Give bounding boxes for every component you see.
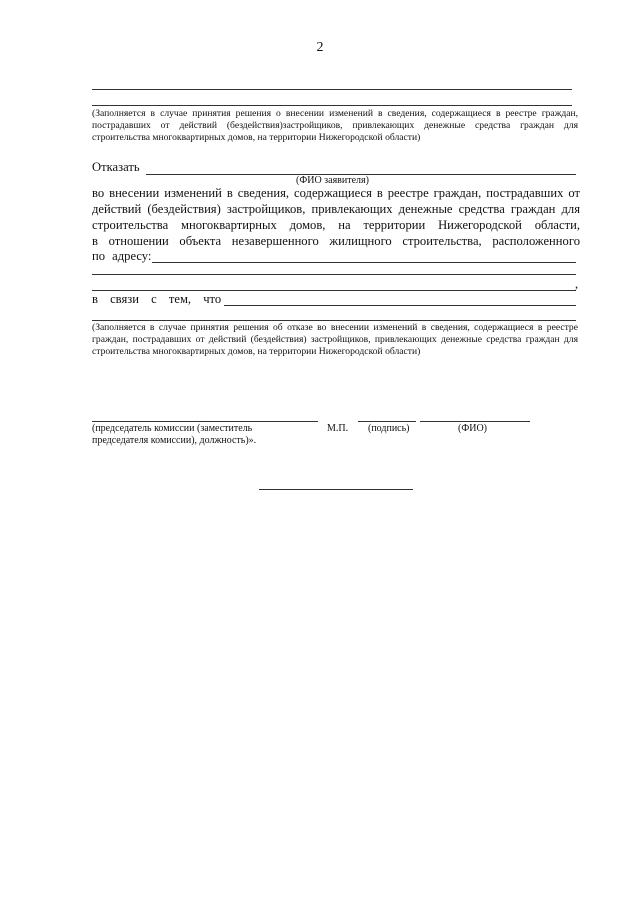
refusal-text-line: действий (бездействия) застройщиков, привлекающих денежные средства граждан для <box>92 202 580 216</box>
refusal-text-line: во внесении изменений в сведения, содержащиеся в реестре граждан, пострадавших от <box>92 186 580 200</box>
reason-label: в связи с тем, что <box>92 292 222 306</box>
fill-line <box>92 89 572 90</box>
fill-line <box>92 105 572 106</box>
refusal-text-line: в отношении объекта незавершенного жилищного строительства, расположенного <box>92 234 580 248</box>
address-label: по адресу: <box>92 249 152 263</box>
fio-line <box>420 421 530 422</box>
address-fill-line <box>92 290 576 291</box>
chair-signature-line <box>92 421 318 422</box>
refuse-label: Отказать <box>92 160 140 174</box>
note-refusal: (Заполняется в случае принятия решения об отказе во внесении изменений в сведения, содержащиеся в реестре граждан, пострадавших от действий (бездействия) застройщиков, привлекающих денежные средства граждан для строительства многоквартирных домов, на территории Нижегородской области) <box>92 322 578 357</box>
stamp-label: М.П. <box>327 423 349 434</box>
comma: , <box>575 277 579 291</box>
signature-caption: (подпись) <box>368 423 410 434</box>
address-fill-line <box>152 262 576 263</box>
closing-line <box>259 489 413 490</box>
address-fill-line <box>92 274 576 275</box>
refusal-text-line: строительства многоквартирных домов, на территории Нижегородской области, <box>92 218 580 232</box>
note-change: (Заполняется в случае принятия решения о внесении изменений в сведения, содержащиеся в реестре граждан, пострадавших от действий (бездействия)застройщиков, привлекающих денежные средства граждан для строительства многоквартирных домов, на территории Нижегородской области) <box>92 108 578 143</box>
reason-fill-line <box>92 320 576 321</box>
signature-line <box>358 421 416 422</box>
page-number: 2 <box>316 40 324 55</box>
fio-caption: (ФИО) <box>458 423 488 434</box>
reason-fill-line <box>224 305 576 306</box>
fio-applicant-caption: (ФИО заявителя) <box>296 175 369 186</box>
chair-caption: (председатель комиссии (заместитель председателя комиссии), должность)». <box>92 423 257 446</box>
